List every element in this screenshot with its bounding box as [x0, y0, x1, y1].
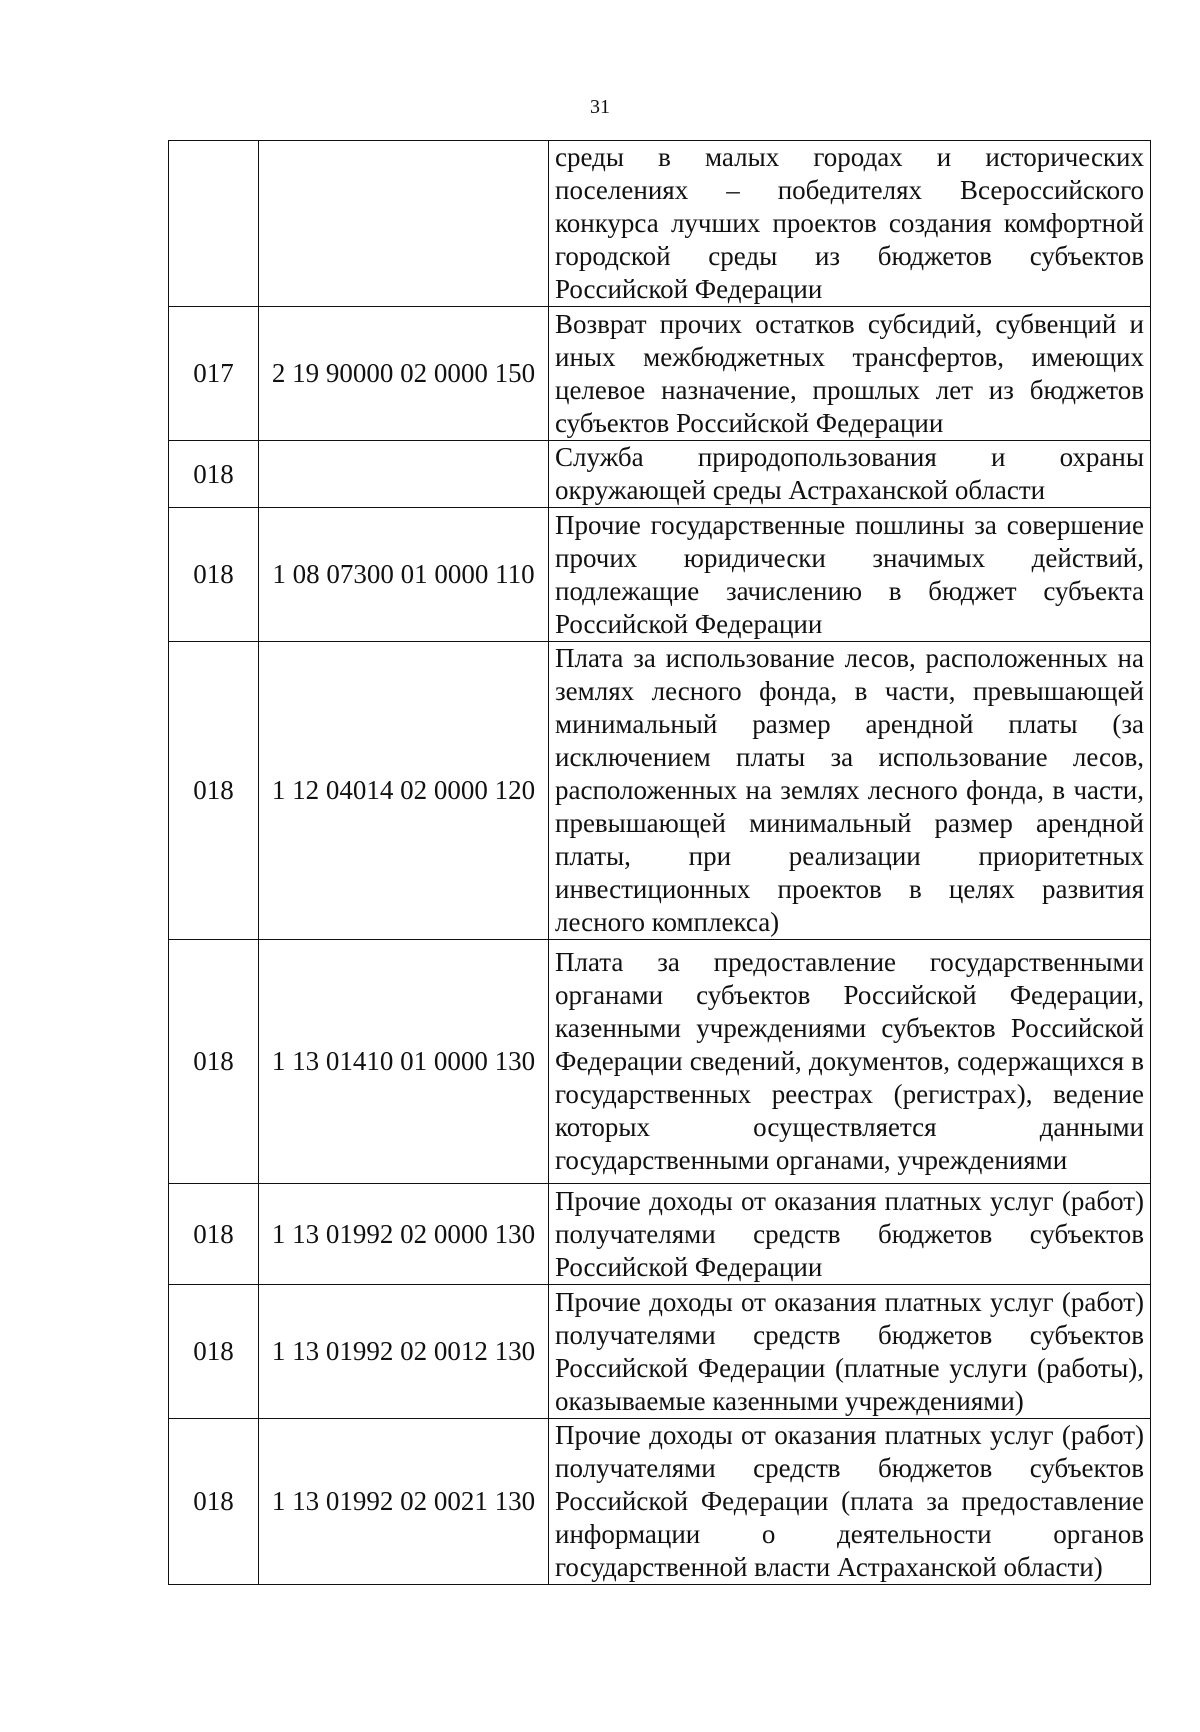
description-cell: Плата за использование лесов, расположенных на землях лесного фонда, в части, превышающей минимальный размер арендной платы (за исключением платы за использование лесов, расположенных на землях лесного фонда, в части, превышающей минимальный размер арендной платы, при реализации приоритетных инвестиционных проектов в целях развития лесного комплекса): [549, 642, 1151, 940]
table-row: [169, 508, 1151, 642]
table-row: [169, 1419, 1151, 1585]
budget-code-cell: [259, 141, 549, 307]
budget-code-cell: 1 12 04014 02 0000 120: [259, 642, 549, 940]
table-row: [169, 940, 1151, 1184]
description-cell: Прочие доходы от оказания платных услуг (работ) получателями средств бюджетов субъектов Российской Федерации (платные услуги (работы), оказываемые казенными учреждениями): [549, 1285, 1151, 1419]
page-number: 31: [590, 96, 610, 118]
admin-code-cell: 017: [169, 307, 259, 441]
table-row: [169, 642, 1151, 940]
table-row: [169, 1285, 1151, 1419]
admin-code-cell: 018: [169, 441, 259, 508]
budget-code-cell: 1 13 01992 02 0021 130: [259, 1419, 549, 1585]
description-cell: Плата за предоставление государственными органами субъектов Российской Федерации, казенными учреждениями субъектов Российской Федерации сведений, документов, содержащихся в государственных реестрах (регистрах), ведение которых осуществляется данными государственными органами, учреждениями: [549, 940, 1151, 1184]
admin-code-cell: 018: [169, 940, 259, 1184]
budget-code-cell: 1 08 07300 01 0000 110: [259, 508, 549, 642]
budget-code-cell: 1 13 01410 01 0000 130: [259, 940, 549, 1184]
revenue-codes-table: [168, 140, 1151, 1585]
admin-code-cell: [169, 141, 259, 307]
admin-code-cell: 018: [169, 1419, 259, 1585]
table-row: [169, 307, 1151, 441]
description-cell: Служба природопользования и охраны окружающей среды Астраханской области: [549, 441, 1151, 508]
description-cell: Прочие доходы от оказания платных услуг (работ) получателями средств бюджетов субъектов Российской Федерации: [549, 1184, 1151, 1285]
admin-code-cell: 018: [169, 1184, 259, 1285]
admin-code-cell: 018: [169, 508, 259, 642]
description-cell: Возврат прочих остатков субсидий, субвенций и иных межбюджетных трансфертов, имеющих целевое назначение, прошлых лет из бюджетов субъектов Российской Федерации: [549, 307, 1151, 441]
budget-code-cell: 1 13 01992 02 0012 130: [259, 1285, 549, 1419]
description-cell: Прочие государственные пошлины за совершение прочих юридически значимых действий, подлежащие зачислению в бюджет субъекта Российской Федерации: [549, 508, 1151, 642]
table-row: [169, 441, 1151, 508]
admin-code-cell: 018: [169, 642, 259, 940]
description-cell: среды в малых городах и исторических поселениях – победителях Всероссийского конкурса лучших проектов создания комфортной городской среды из бюджетов субъектов Российской Федерации: [549, 141, 1151, 307]
admin-code-cell: 018: [169, 1285, 259, 1419]
budget-code-cell: [259, 441, 549, 508]
budget-code-cell: 2 19 90000 02 0000 150: [259, 307, 549, 441]
budget-code-cell: 1 13 01992 02 0000 130: [259, 1184, 549, 1285]
description-cell: Прочие доходы от оказания платных услуг (работ) получателями средств бюджетов субъектов Российской Федерации (плата за предоставление информации о деятельности органов государственной власти Астраханской области): [549, 1419, 1151, 1585]
table-row: [169, 141, 1151, 307]
table-row: [169, 1184, 1151, 1285]
